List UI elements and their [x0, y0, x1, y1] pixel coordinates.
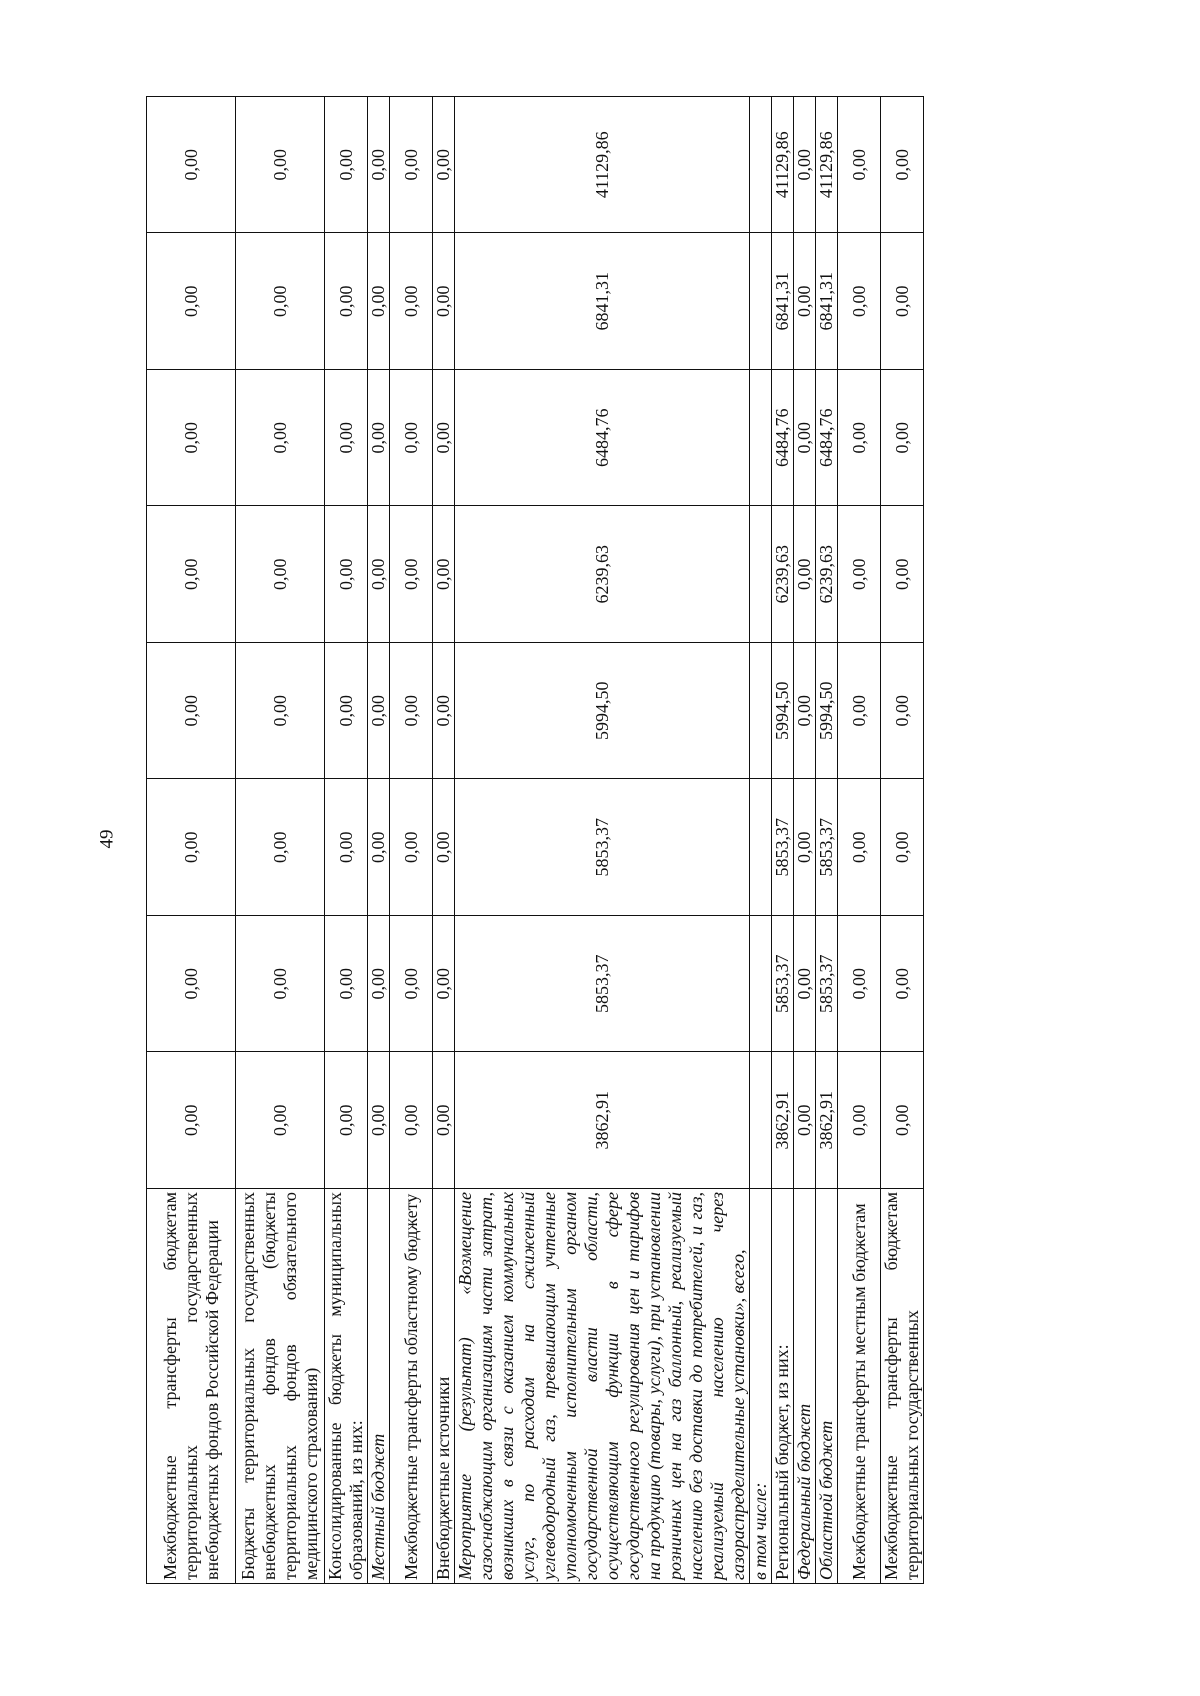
- value-cell: 0,00: [794, 97, 816, 234]
- value-cell: 0,00: [325, 233, 368, 370]
- value-cell: 0,00: [368, 916, 390, 1053]
- value-cell: 0,00: [147, 916, 236, 1053]
- value-cell: [750, 233, 772, 370]
- value-cell: 0,00: [147, 643, 236, 780]
- value-cell: 0,00: [794, 916, 816, 1053]
- value-cell: 6239,63: [772, 506, 794, 643]
- value-cell: 0,00: [433, 97, 455, 234]
- value-cell: 0,00: [838, 97, 881, 234]
- value-cell: 6239,63: [455, 506, 750, 643]
- table-row: [455, 97, 750, 1584]
- page-number: 49: [96, 829, 118, 849]
- table-row: [147, 97, 236, 1584]
- value-cell: 0,00: [325, 97, 368, 234]
- value-cell: 0,00: [368, 506, 390, 643]
- value-cell: 6841,31: [816, 233, 838, 370]
- value-cell: 0,00: [368, 370, 390, 507]
- budget-table: [146, 96, 924, 1584]
- table-row: [236, 97, 325, 1584]
- value-cell: 0,00: [838, 1052, 881, 1189]
- value-cell: 0,00: [236, 643, 325, 780]
- value-cell: 3862,91: [772, 1052, 794, 1189]
- value-cell: 0,00: [147, 506, 236, 643]
- value-cell: 0,00: [881, 1052, 924, 1189]
- row-label: Областной бюджет: [816, 1189, 838, 1584]
- value-cell: 0,00: [390, 506, 433, 643]
- value-cell: 0,00: [838, 779, 881, 916]
- row-label: Региональный бюджет, из них:: [772, 1189, 794, 1584]
- value-cell: 5853,37: [816, 779, 838, 916]
- value-cell: 0,00: [390, 1052, 433, 1189]
- value-cell: 0,00: [794, 643, 816, 780]
- value-cell: 0,00: [325, 643, 368, 780]
- value-cell: 0,00: [390, 779, 433, 916]
- value-cell: 0,00: [881, 506, 924, 643]
- value-cell: 5853,37: [772, 916, 794, 1053]
- value-cell: 5994,50: [816, 643, 838, 780]
- value-cell: 0,00: [881, 370, 924, 507]
- value-cell: 0,00: [236, 233, 325, 370]
- value-cell: 0,00: [433, 233, 455, 370]
- row-label: Мероприятие (результат) «Возмещение газоснабжающим организациям части затрат, возникших в связи с оказанием коммунальных услуг, по расходам на сжиженный углеводородный газ, превышающим учтенные уполномоченным исполнительным органом государственной власти области, осуществляющим функции в сфере государственного регулирования цен и тарифов на продукцию (товары, услуги), при установлении розничных цен на газ баллонный, реализуемый населению без доставки до потребителей, и газ, реализуемый населению через газораспределительные установки», всего,: [455, 1189, 750, 1584]
- value-cell: 0,00: [147, 97, 236, 234]
- value-cell: 0,00: [390, 916, 433, 1053]
- value-cell: 0,00: [390, 643, 433, 780]
- value-cell: 0,00: [838, 643, 881, 780]
- value-cell: 0,00: [368, 1052, 390, 1189]
- value-cell: 0,00: [838, 916, 881, 1053]
- value-cell: [750, 370, 772, 507]
- table-row: [881, 97, 924, 1584]
- value-cell: 5853,37: [772, 779, 794, 916]
- row-label: Внебюджетные источники: [433, 1189, 455, 1584]
- value-cell: [750, 1052, 772, 1189]
- value-cell: [750, 506, 772, 643]
- value-cell: 0,00: [325, 1052, 368, 1189]
- value-cell: 0,00: [236, 779, 325, 916]
- value-cell: 0,00: [236, 370, 325, 507]
- row-label: Межбюджетные трансферты областному бюджету: [390, 1189, 433, 1584]
- value-cell: 0,00: [325, 916, 368, 1053]
- rotated-table-wrapper: [146, 96, 922, 1584]
- value-cell: 0,00: [147, 370, 236, 507]
- value-cell: 6841,31: [455, 233, 750, 370]
- value-cell: 0,00: [236, 916, 325, 1053]
- value-cell: 0,00: [236, 506, 325, 643]
- table-row: [390, 97, 433, 1584]
- row-label: Консолидированные бюджеты муниципальных образований, из них:: [325, 1189, 368, 1584]
- value-cell: 0,00: [325, 779, 368, 916]
- row-label: Межбюджетные трансферты бюджетам территориальных государственных внебюджетных фондов Российской Федерации: [147, 1189, 236, 1584]
- value-cell: [750, 643, 772, 780]
- table-body: [147, 97, 924, 1584]
- table-row: [838, 97, 881, 1584]
- value-cell: 0,00: [147, 779, 236, 916]
- value-cell: 6484,76: [816, 370, 838, 507]
- value-cell: 0,00: [433, 506, 455, 643]
- value-cell: 0,00: [368, 97, 390, 234]
- row-label: Межбюджетные трансферты местным бюджетам: [838, 1189, 881, 1584]
- value-cell: 0,00: [838, 506, 881, 643]
- table-row: [772, 97, 794, 1584]
- value-cell: 6841,31: [772, 233, 794, 370]
- table-row: [794, 97, 816, 1584]
- value-cell: 0,00: [147, 233, 236, 370]
- table-row: [368, 97, 390, 1584]
- value-cell: 0,00: [838, 370, 881, 507]
- value-cell: 0,00: [147, 1052, 236, 1189]
- value-cell: 0,00: [368, 779, 390, 916]
- table-row: [325, 97, 368, 1584]
- value-cell: 6239,63: [816, 506, 838, 643]
- value-cell: 0,00: [794, 506, 816, 643]
- value-cell: 0,00: [881, 97, 924, 234]
- table-row: [433, 97, 455, 1584]
- value-cell: 0,00: [368, 643, 390, 780]
- value-cell: 0,00: [368, 233, 390, 370]
- value-cell: 0,00: [390, 370, 433, 507]
- value-cell: 0,00: [881, 916, 924, 1053]
- value-cell: 0,00: [794, 233, 816, 370]
- row-label: в том числе:: [750, 1189, 772, 1584]
- value-cell: 6484,76: [455, 370, 750, 507]
- value-cell: 0,00: [433, 370, 455, 507]
- value-cell: 41129,86: [772, 97, 794, 234]
- row-label: Местный бюджет: [368, 1189, 390, 1584]
- row-label: Федеральный бюджет: [794, 1189, 816, 1584]
- value-cell: 0,00: [390, 97, 433, 234]
- value-cell: 5853,37: [816, 916, 838, 1053]
- value-cell: 0,00: [794, 1052, 816, 1189]
- row-label: Межбюджетные трансферты бюджетам территориальных государственных: [881, 1189, 924, 1584]
- table-row: [816, 97, 838, 1584]
- value-cell: 0,00: [794, 779, 816, 916]
- value-cell: 0,00: [236, 1052, 325, 1189]
- value-cell: 0,00: [433, 643, 455, 780]
- value-cell: 41129,86: [455, 97, 750, 234]
- value-cell: 0,00: [325, 506, 368, 643]
- value-cell: 0,00: [433, 916, 455, 1053]
- value-cell: [750, 916, 772, 1053]
- value-cell: 41129,86: [816, 97, 838, 234]
- value-cell: 0,00: [433, 779, 455, 916]
- value-cell: 6484,76: [772, 370, 794, 507]
- value-cell: 0,00: [794, 370, 816, 507]
- value-cell: 5853,37: [455, 779, 750, 916]
- value-cell: 0,00: [838, 233, 881, 370]
- value-cell: 0,00: [236, 97, 325, 234]
- value-cell: 3862,91: [816, 1052, 838, 1189]
- value-cell: 3862,91: [455, 1052, 750, 1189]
- row-label: Бюджеты территориальных государственных внебюджетных фондов (бюджеты территориальных фондов обязательного медицинского страхования): [236, 1189, 325, 1584]
- value-cell: 0,00: [881, 643, 924, 780]
- value-cell: 0,00: [390, 233, 433, 370]
- value-cell: [750, 97, 772, 234]
- value-cell: 0,00: [433, 1052, 455, 1189]
- value-cell: [750, 779, 772, 916]
- value-cell: 5994,50: [455, 643, 750, 780]
- value-cell: 5994,50: [772, 643, 794, 780]
- value-cell: 5853,37: [455, 916, 750, 1053]
- table-row: [750, 97, 772, 1584]
- value-cell: 0,00: [881, 779, 924, 916]
- value-cell: 0,00: [881, 233, 924, 370]
- value-cell: 0,00: [325, 370, 368, 507]
